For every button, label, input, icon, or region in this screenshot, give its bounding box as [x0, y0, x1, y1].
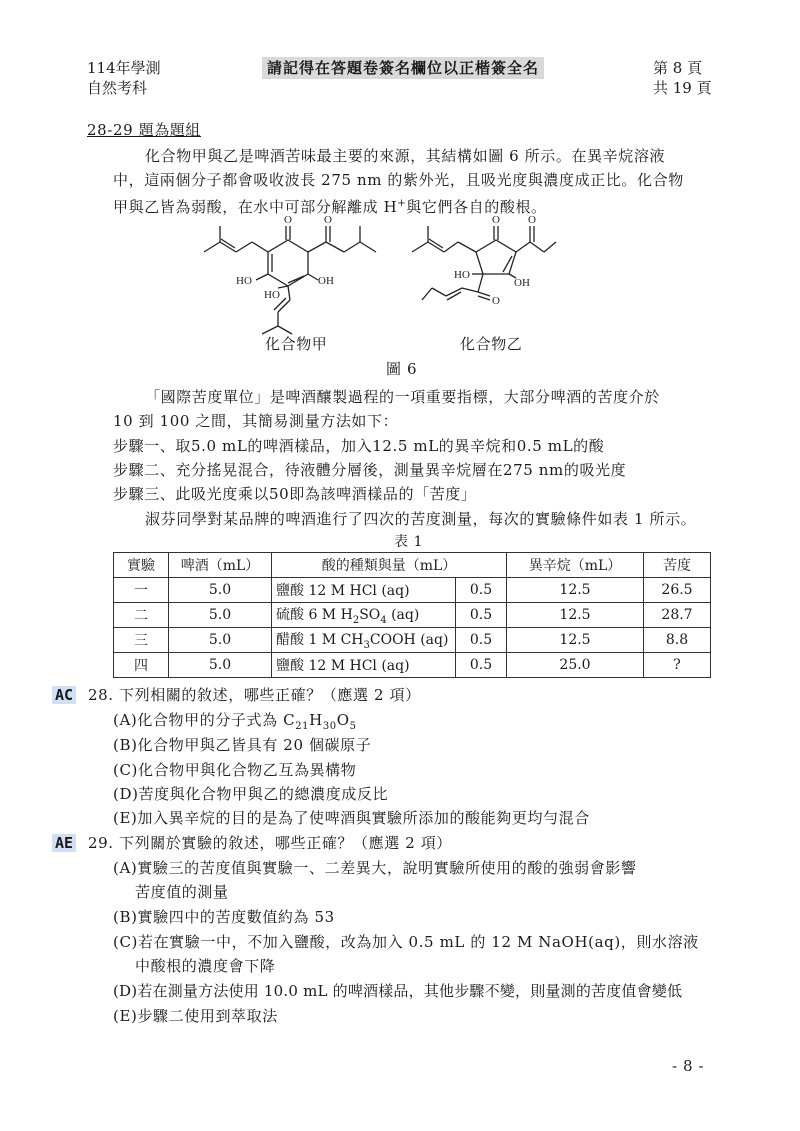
cell-bitterness: ?	[644, 653, 711, 678]
q28-option-e: (E)加入異辛烷的目的是為了使啤酒與實驗所添加的酸能夠更均勻混合	[113, 809, 590, 827]
table-row	[114, 603, 711, 628]
q28-option-d: (D)苦度與化合物甲與乙的總濃度成反比	[113, 785, 389, 803]
atom-label: O	[492, 214, 500, 226]
table-row	[114, 628, 711, 653]
q28-option-c: (C)化合物甲與化合物乙互為異構物	[113, 761, 357, 779]
exam-year: 114年學測	[87, 59, 161, 77]
signature-banner: 請記得在答題卷簽名欄位以正楷簽全名	[262, 57, 544, 79]
cell-acid: 醋酸 1 M $CH_3COOH$ (aq)	[272, 628, 456, 653]
compound-a-atoms	[236, 214, 334, 301]
compound-b-atoms	[454, 214, 536, 307]
cell-acid-amount: 0.5	[456, 603, 507, 628]
header-isooctane: 異辛烷（mL）	[507, 553, 644, 578]
table-header-row	[114, 553, 711, 578]
atom-label: O	[324, 214, 332, 226]
cell-acid-amount: 0.5	[456, 653, 507, 678]
q29-option-b: (B)實驗四中的苦度數值約為 53	[113, 908, 335, 926]
q29-option-a-line-2: 苦度值的測量	[135, 883, 229, 901]
cell-beer: 5.0	[169, 653, 272, 678]
cell-acid: 硫酸 6 M $H_2SO_4$ (aq)	[272, 603, 456, 628]
page-footer: - 8 -	[672, 1057, 705, 1075]
cell-beer: 5.0	[169, 603, 272, 628]
intro-line-2: 中，這兩個分子都會吸收波長 275 nm 的紫外光，且吸光度與濃度成正比。化合物	[113, 171, 684, 189]
table-row	[114, 578, 711, 603]
step-2: 步驟二、充分搖晃混合，待液體分層後，測量異辛烷層在275 nm的吸光度	[113, 461, 627, 479]
para2-line-1: 「國際苦度單位」是啤酒釀製過程的一項重要指標，大部分啤酒的苦度介於	[145, 388, 660, 406]
figure-caption: 圖 6	[386, 360, 418, 378]
atom-label: HO	[264, 289, 280, 301]
q29-option-c-line-1: (C)若在實驗一中，不加入鹽酸，改為加入 0.5 mL 的 12 M NaOH(aq)，則水溶液	[113, 933, 699, 951]
cell-isooctane: 12.5	[507, 578, 644, 603]
cell-acid-amount: 0.5	[456, 628, 507, 653]
q28-stem: 28. 下列相關的敘述，哪些正確？（應選 2 項）	[88, 686, 421, 704]
cell-acid-amount: 0.5	[456, 578, 507, 603]
para3: 淑芬同學對某品牌的啤酒進行了四次的苦度測量，每次的實驗條件如表 1 所示。	[145, 510, 697, 528]
atom-label: HO	[236, 275, 252, 287]
q28-answer-badge: AC	[52, 686, 76, 704]
q29-option-a-line-1: (A)實驗三的苦度值與實驗一、二差異大，說明實驗所使用的酸的強弱會影響	[113, 859, 637, 877]
q29-option-d: (D)若在測量方法使用 10.0 mL 的啤酒樣品，其他步驟不變，則量測的苦度值會變低	[113, 982, 683, 1000]
cell-bitterness: 28.7	[644, 603, 711, 628]
cell-bitterness: 26.5	[644, 578, 711, 603]
atom-label: O	[492, 295, 500, 307]
table-row	[114, 653, 711, 678]
step-1: 步驟一、取5.0 mL的啤酒樣品，加入12.5 mL的異辛烷和0.5 mL的酸	[113, 437, 605, 455]
exam-subject: 自然考科	[87, 79, 148, 97]
q29-option-e: (E)步驟二使用到萃取法	[113, 1007, 278, 1025]
intro-line-3: 甲與乙皆為弱酸，在水中可部分解離成 H+與它們各自的酸根。	[113, 198, 547, 216]
compound-b-label: 化合物乙	[460, 335, 523, 353]
compound-a-label: 化合物甲	[265, 335, 328, 353]
table-title: 表 1	[394, 534, 424, 550]
total-pages: 共 19 頁	[653, 79, 712, 97]
q28-option-a: (A)化合物甲的分子式為 $C_{21}H_{30}O_5$	[113, 711, 357, 732]
cell-exp: 四	[114, 653, 169, 678]
q29-answer-badge: AE	[52, 834, 76, 852]
atom-label: OH	[514, 277, 530, 289]
header-bitterness: 苦度	[644, 553, 711, 578]
q28-option-b: (B)化合物甲與乙皆具有 20 個碳原子	[113, 736, 372, 754]
cell-exp: 一	[114, 578, 169, 603]
group-title: 28-29 題為題組	[87, 121, 202, 139]
cell-isooctane: 12.5	[507, 628, 644, 653]
atom-label: O	[528, 214, 536, 226]
header-beer: 啤酒（mL）	[169, 553, 272, 578]
header-exp: 實驗	[114, 553, 169, 578]
cell-isooctane: 25.0	[507, 653, 644, 678]
page-number: 第 8 頁	[653, 59, 703, 77]
experiment-table	[113, 552, 711, 678]
atom-label: O	[284, 214, 292, 226]
step-3: 步驟三、此吸光度乘以50即為該啤酒樣品的「苦度」	[113, 485, 477, 503]
intro-line-1: 化合物甲與乙是啤酒苦味最主要的來源，其結構如圖 6 所示。在異辛烷溶液	[145, 147, 666, 165]
para2-line-2: 10 到 100 之間，其簡易測量方法如下：	[113, 412, 399, 430]
compound-b-structure	[412, 226, 556, 300]
cell-exp: 二	[114, 603, 169, 628]
cell-beer: 5.0	[169, 628, 272, 653]
cell-isooctane: 12.5	[507, 603, 644, 628]
header-acid: 酸的種類與量（mL）	[272, 553, 507, 578]
cell-bitterness: 8.8	[644, 628, 711, 653]
cell-acid: 鹽酸 12 M HCl (aq)	[272, 653, 456, 678]
q29-option-c-line-2: 中酸根的濃度會下降	[135, 957, 276, 975]
cell-acid: 鹽酸 12 M HCl (aq)	[272, 578, 456, 603]
atom-label: OH	[318, 275, 334, 287]
compound-a-structure	[204, 226, 376, 334]
cell-exp: 三	[114, 628, 169, 653]
cell-beer: 5.0	[169, 578, 272, 603]
atom-label: HO	[454, 269, 470, 281]
q29-stem: 29. 下列關於實驗的敘述，哪些正確？（應選 2 項）	[88, 834, 452, 852]
